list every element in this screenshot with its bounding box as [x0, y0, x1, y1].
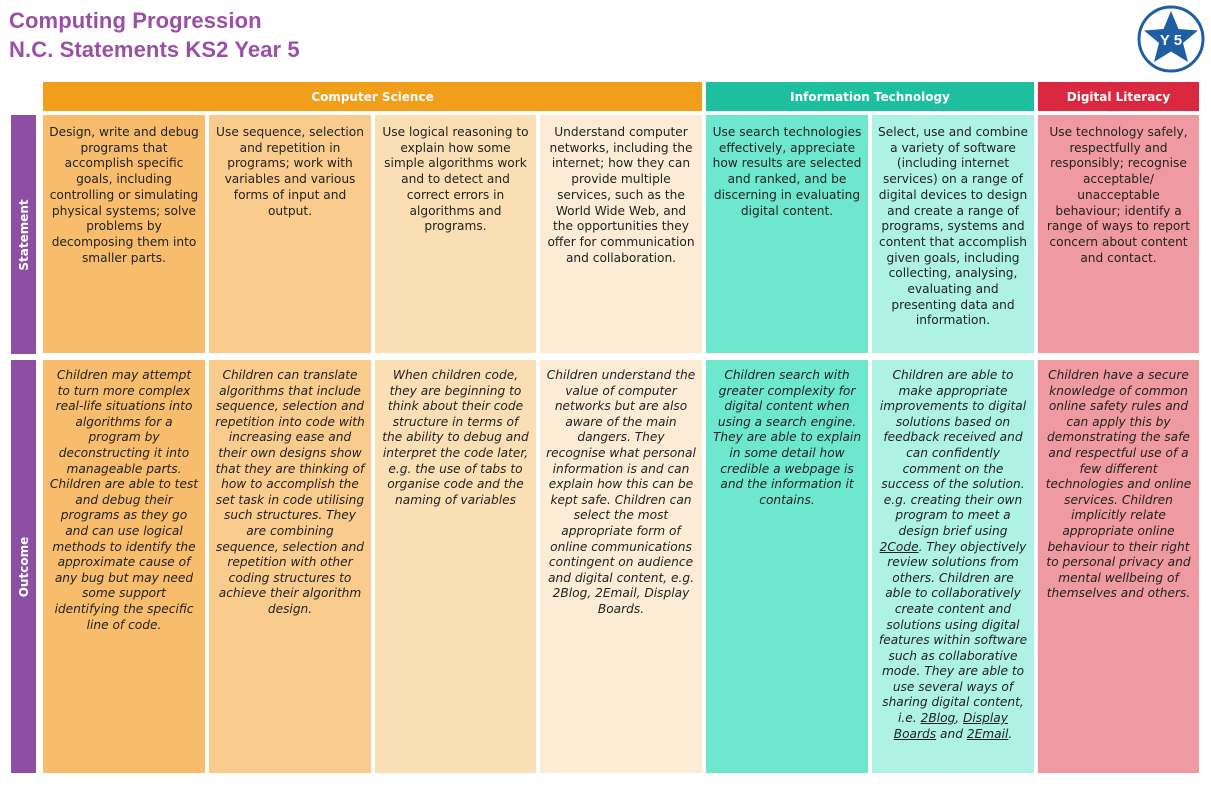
- statement-cell: Use logical reasoning to explain how some simple algorithms work and to detect and correct errors in algorithms and programs.: [375, 115, 536, 353]
- statement-cell: Use search technologies effectively, appreciate how results are selected and ranked, and be discerning in evaluating digital content.: [706, 115, 868, 353]
- statement-cell: Design, write and debug programs that accomplish specific goals, including controlling or simulating physical systems; solve problems by decomposing them into smaller parts.: [43, 115, 205, 353]
- outcome-text: .: [1008, 726, 1013, 741]
- outcome-text: and: [936, 726, 967, 741]
- outcome-text: ,: [955, 711, 964, 726]
- header-digital-literacy: [1038, 82, 1199, 111]
- outcome-text: Children are able to make appropriate improvements to digital solutions based on feedback received and can confidently comment on the success of the solution. e.g. creating their own program to meet a design brief using: [879, 368, 1027, 538]
- statement-cell: Select, use and combine a variety of software (including internet services) on a range of digital devices to design and create a range of programs, systems and content that accomplish given goals, including collecting, analysing, evaluating and presenting data and information.: [872, 115, 1034, 353]
- outcome-text: . They objectively review solutions from others. Children are able to collaboratively create content and solutions using digital features within software such as collaborative mode. They are able to use several ways of sharing digital content, i.e.: [878, 539, 1028, 726]
- header-information-technology: [706, 82, 1034, 111]
- header-computer-science-label: Computer Science: [311, 89, 434, 104]
- badge-label: Y 5: [1159, 32, 1183, 49]
- row-label-outcome: [11, 360, 36, 773]
- link-2code[interactable]: 2Code: [879, 539, 919, 554]
- title-line-1: Computing Progression: [9, 8, 262, 33]
- outcome-cell: Children understand the value of computer networks but are also aware of the main dangers. They recognise what personal information is and can explain how this can be kept safe. Children can select the most appropriate form of online communications contingent on audience and digital content, e.g. 2Blog, 2Email, Display Boards.: [540, 360, 702, 773]
- outcome-cell: When children code, they are beginning to think about their code structure in terms of the ability to debug and interpret the code later, e.g. the use of tabs to organise code and the naming of variables: [375, 360, 536, 773]
- outcome-cell: Children have a secure knowledge of common online safety rules and can apply this by demonstrating the safe and respectful use of a few different technologies and online services. Children implicitly relate appropriate online behaviour to their right to personal privacy and mental wellbeing of themselves and others.: [1038, 360, 1199, 773]
- row-label-statement-text: Statement: [16, 198, 31, 271]
- page-title: [9, 6, 300, 64]
- header-digital-literacy-label: Digital Literacy: [1066, 89, 1171, 104]
- outcome-cell: Children search with greater complexity for digital content when using a search engine. They are able to explain in some detail how credible a webpage is and the information it contains.: [706, 360, 868, 773]
- outcome-cell: Children may attempt to turn more complex real-life situations into algorithms for a program by deconstructing it into manageable parts. Children are able to test and debug their programs as they go and can use logical methods to identify the approximate cause of any bug but may need some support identifying the specific line of code.: [43, 360, 205, 773]
- header-computer-science: [43, 82, 702, 111]
- link-display-boards[interactable]: Display Boards: [893, 711, 1008, 741]
- row-label-outcome-text: Outcome: [16, 536, 31, 597]
- statement-cell: Use technology safely, respectfully and responsibly; recognise acceptable/ unacceptable behaviour; identify a range of ways to report concern about content and contact.: [1038, 115, 1199, 353]
- statement-cell: Use sequence, selection and repetition in programs; work with variables and various forms of input and output.: [209, 115, 371, 353]
- title-line-2: N.C. Statements KS2 Year 5: [9, 37, 300, 62]
- outcome-cell: Children can translate algorithms that include sequence, selection and repetition into code with increasing ease and their own designs show that they are thinking of how to accomplish the set task in code utilising such structures. They are combining sequence, selection and repetition with other coding structures to achieve their algorithm design.: [209, 360, 371, 773]
- outcome-cell: [872, 360, 1034, 773]
- link-2blog[interactable]: 2Blog: [920, 711, 956, 726]
- statement-cell: Understand computer networks, including the internet; how they can provide multiple services, such as the World Wide Web, and the opportunities they offer for communication and collaboration.: [540, 115, 702, 353]
- year-star-badge-icon: [1137, 5, 1205, 73]
- header-information-technology-label: Information Technology: [790, 89, 950, 104]
- row-label-statement: [11, 115, 36, 354]
- link-2email[interactable]: 2Email: [966, 726, 1009, 741]
